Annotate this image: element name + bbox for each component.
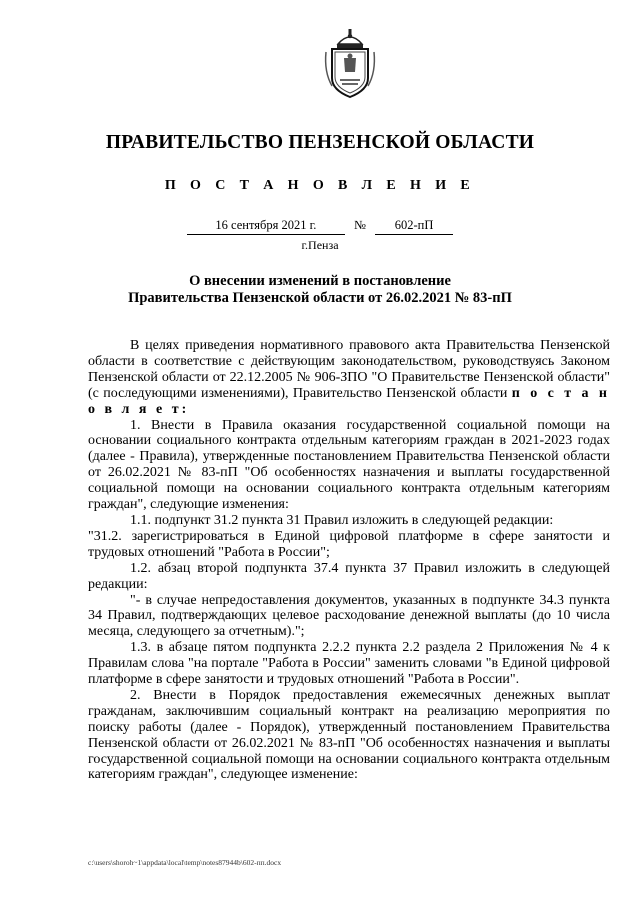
paragraph-1-1: 1.1. подпункт 31.2 пункта 31 Правил изложить в следующей редакции: <box>130 512 554 528</box>
paragraph-1: 1. Внести в Правила оказания государственной социальной помощи на основании социального контракта отдельным категориям граждан в 2021-2023 годах (далее - Правила), утвержденные постановлением Правительства Пензенской области от 26.02.2021 № 83-пП "Об особенностях назначения и выплаты государственной социальной помощи на основании социального контракта отдельным категориям граждан", следующие изменения: <box>88 417 610 513</box>
decree-keyword: п о с т а н о в л я е т: <box>88 385 610 417</box>
city: г.Пенза <box>301 238 339 252</box>
paragraph-2: 2. Внести в Порядок предоставления ежемесячных денежных выплат гражданам, заключившим социальный контракт на реализацию мероприятия по поиску работы (далее - Порядок), утвержденный постановлением Правительства Пензенской области от 26.02.2021 № 83-пП "Об особенностях назначения и выплаты государственной социальной помощи на основании социального контракта отдельным категориям граждан", следующее изменение: <box>88 687 610 783</box>
subject-line-1: О внесении изменений в постановление <box>189 273 451 289</box>
decree-date: 16 сентября 2021 г. <box>187 218 345 235</box>
decree-number: 602-пП <box>375 218 453 235</box>
paragraph-preamble: В целях приведения нормативного правового акта Правительства Пензенской области в соответствие с действующим законодательством, руководствуясь Законом Пензенской области от 22.12.2005 № 906-ЗПО "О Правительстве Пензенской области" (с последующими изменениями), Правительство Пензенской области п о с т а н о в л я е т: <box>88 338 610 417</box>
paragraph-31-2: "31.2. зарегистрироваться в Единой цифровой платформе в сфере занятости и трудовых отношений "Работа в России"; <box>88 528 610 560</box>
paragraph-37-4: "- в случае непредоставления документов, указанных в подпункте 34.3 пункта 34 Правил, подтверждающих целевое расходование денежной выплаты (до 10 числа месяца, следующего за отчетным)."; <box>88 592 610 640</box>
file-path-footer: c:\users\shoroh~1\appdata\local\temp\notes87944b\602-пп.docx <box>88 858 282 867</box>
paragraph-1-3: 1.3. в абзаце пятом подпункта 2.2.2 пункта 2.2 раздела 2 Приложения № 4 к Правилам слова "на портале "Работа в России" заменить словами "в Единой цифровой платформе в сфере занятости и трудовых отношений "Работа в России". <box>88 640 610 688</box>
government-title: ПРАВИТЕЛЬСТВО ПЕНЗЕНСКОЙ ОБЛАСТИ <box>105 132 535 153</box>
coat-of-arms-icon <box>322 28 378 100</box>
decree-subject <box>0 273 640 307</box>
document-type: П О С Т А Н О В Л Е Н И Е <box>164 178 476 193</box>
number-sign: № <box>354 218 366 232</box>
paragraph-1-2: 1.2. абзац второй подпункта 37.4 пункта 37 Правил изложить в следующей редакции: <box>88 560 610 592</box>
date-number-line <box>0 218 640 235</box>
subject-line-2: Правительства Пензенской области от 26.02.2021 № 83-пП <box>128 290 512 306</box>
decree-body <box>88 338 610 783</box>
